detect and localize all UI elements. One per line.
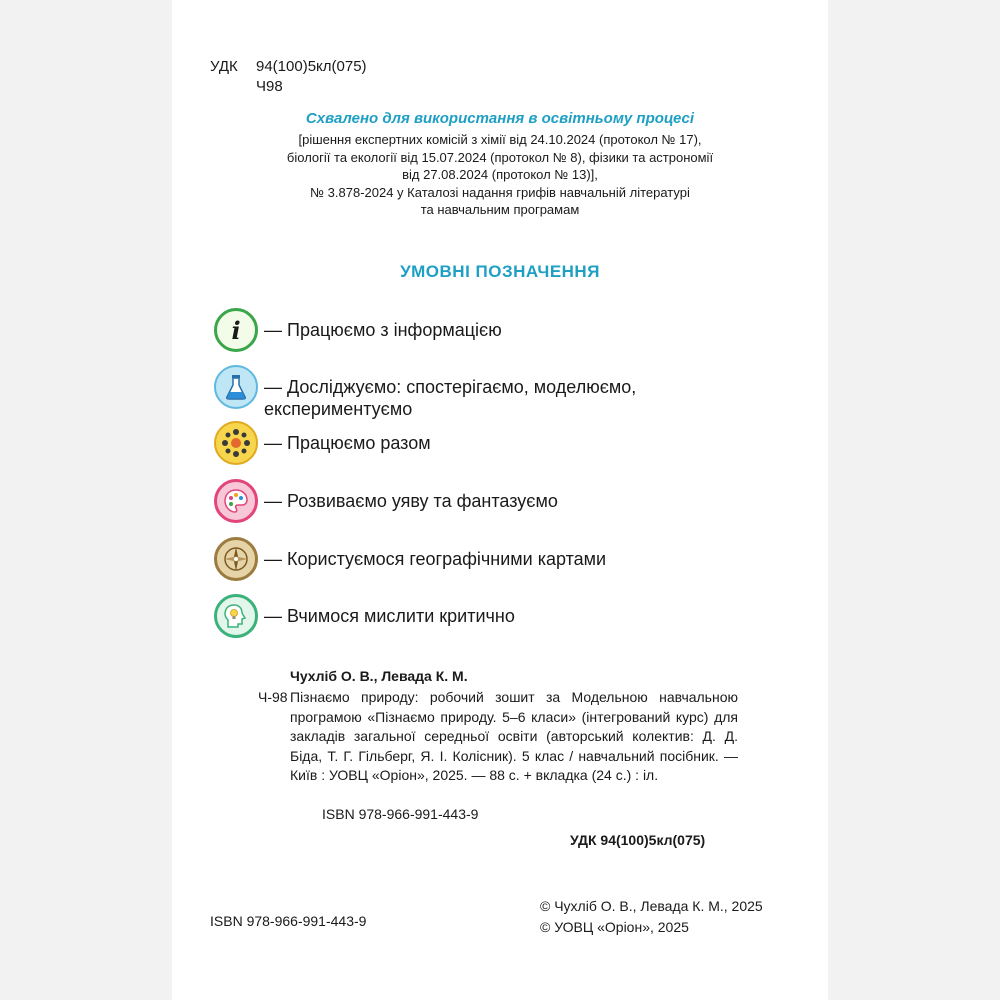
svg-text:i: i: [231, 316, 241, 345]
legend-text: — Працюємо з інформацією: [264, 320, 502, 340]
legend-item-research: [214, 365, 744, 420]
udk-block: [210, 57, 367, 97]
biblio-code: Ч-98: [258, 689, 288, 705]
legend-item-maps: [214, 537, 744, 581]
copyright-block: [540, 896, 763, 938]
legend-text: — Користуємося географічними картами: [264, 549, 607, 569]
author-mark: Ч98: [256, 78, 283, 95]
copyright-line: © Чухліб О. В., Левада К. М., 2025: [540, 898, 763, 914]
palette-icon: [214, 479, 258, 523]
teamwork-icon: [214, 421, 258, 465]
approval-line: № 3.878-2024 у Каталозі надання грифів навчальній літературі: [310, 184, 690, 200]
compass-icon: [214, 537, 258, 581]
biblio-udk: УДК 94(100)5кл(075): [570, 832, 706, 848]
legend-item-teamwork: [214, 421, 744, 465]
biblio-authors: Чухліб О. В., Левада К. М.: [290, 668, 468, 684]
legend-text: — Вчимося мислити критично: [264, 606, 515, 626]
legend-text: — Досліджуємо: спостерігаємо, моделюємо, експериментуємо: [264, 377, 637, 419]
biblio-description: Пізнаємо природу: робочий зошит за Модельною навчальною програмою «Пізнаємо природу. 5–6 класи» (інтегрований курс) для закладів загальної середньої освіти (авторський колектив: Д. Д. Біда, Т. Г. Гільберг, Я. І. Колісник). 5 клас / навчальний посібник. — Київ : УОВЦ «Оріон», 2025. — 88 с. + вкладка (24 с.) : іл.: [290, 689, 738, 783]
legend-item-info: [214, 308, 744, 352]
udk-label: УДК: [210, 58, 238, 75]
approval-line: та навчальним програмам: [420, 202, 580, 217]
udk-code: 94(100)5кл(075): [256, 58, 367, 75]
head-bulb-icon: [214, 594, 258, 638]
approval-line: від 27.08.2024 (протокол № 13)],: [402, 167, 598, 182]
copyright-line: © УОВЦ «Оріон», 2025: [540, 919, 689, 935]
legend-text: — Працюємо разом: [264, 433, 431, 453]
approval-title: Схвалено для використання в освітньому процесі: [305, 110, 695, 127]
info-icon: [214, 308, 258, 352]
approval-line: біології та екології від 15.07.2024 (протокол № 8), фізики та астрономії: [286, 149, 714, 165]
footer-isbn: ISBN 978-966-991-443-9: [210, 913, 367, 929]
flask-icon: [214, 365, 258, 409]
legend-title: УМОВНІ ПОЗНАЧЕННЯ: [400, 262, 600, 281]
approval-line: [рішення експертних комісій з хімії від 24.10.2024 (протокол № 17),: [298, 132, 702, 147]
legend-item-imagination: [214, 479, 744, 523]
legend-item-critical: [214, 594, 744, 638]
legend-text: — Розвиваємо уяву та фантазуємо: [264, 491, 558, 511]
biblio-isbn: ISBN 978-966-991-443-9: [322, 806, 479, 822]
approval-body: [200, 131, 800, 219]
